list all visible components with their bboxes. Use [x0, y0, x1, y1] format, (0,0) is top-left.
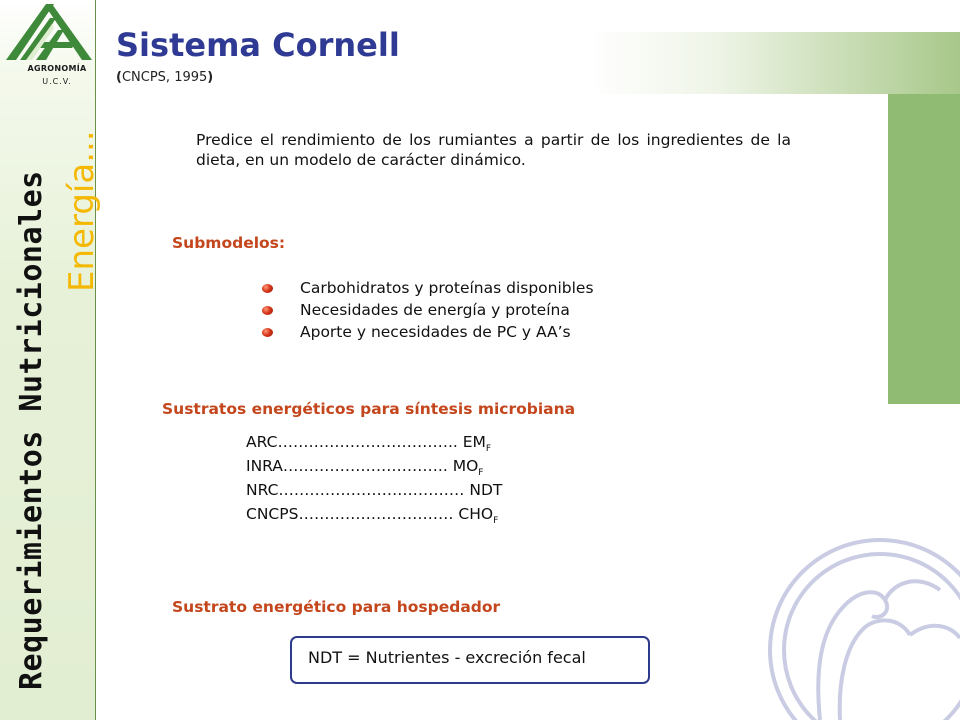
substrate-subscript: F: [493, 516, 499, 527]
substrate-value: MO: [452, 457, 479, 475]
host-heading: Sustrato energético para hospedador: [172, 598, 501, 616]
submodels-heading: Submodelos:: [172, 234, 286, 252]
decorative-green-bar: [888, 94, 960, 404]
subtitle-text: CNCPS, 1995: [121, 70, 208, 85]
substrates-list: [246, 430, 502, 526]
substrate-value: NDT: [469, 481, 503, 499]
system-name: CNCPS: [246, 505, 299, 523]
sidebar-subtitle: Energía...: [62, 130, 102, 292]
list-item: [262, 321, 594, 343]
header-gradient-band: [590, 32, 960, 94]
substrate-value: EM: [462, 433, 486, 451]
bull-watermark-icon: [760, 520, 960, 720]
page-title: Sistema Cornell: [116, 26, 400, 64]
list-item: [262, 299, 594, 321]
list-item: [262, 277, 594, 299]
substrate-row: [246, 502, 502, 526]
system-name: INRA: [246, 457, 283, 475]
leader-dots: ……………………………..: [277, 433, 463, 451]
substrate-subscript: F: [478, 468, 484, 479]
formula-box: [290, 636, 650, 684]
formula-text: NDT = Nutrientes - excreción fecal: [308, 648, 586, 667]
substrate-value: CHO: [458, 505, 494, 523]
substrates-heading: Sustratos energéticos para síntesis microbiana: [162, 400, 576, 418]
submodel-label: Carbohidratos y proteínas disponibles: [300, 279, 594, 297]
left-sidebar: [0, 0, 102, 720]
leader-dots: …………………………: [298, 505, 459, 523]
agronomia-logo: [2, 2, 94, 92]
leader-dots: ………………………………: [278, 481, 470, 499]
substrate-row: [246, 454, 502, 478]
submodel-label: Aporte y necesidades de PC y AA’s: [300, 323, 571, 341]
logo-line2: U.C.V.: [42, 77, 72, 86]
leader-dots: …………………………..: [282, 457, 453, 475]
agronomia-logo-icon: [6, 2, 92, 64]
page-subtitle: [116, 70, 213, 85]
submodel-label: Necesidades de energía y proteína: [300, 301, 570, 319]
logo-line1: AGRONOMÍA: [27, 64, 87, 73]
bullet-icon: [262, 306, 273, 315]
substrate-subscript: F: [485, 444, 492, 455]
sidebar-title: Requerimientos Nutricionales: [14, 170, 49, 690]
substrate-row: [246, 478, 502, 502]
subtitle-open-paren: (: [116, 70, 122, 85]
system-name: NRC: [246, 481, 279, 499]
bullet-icon: [262, 328, 273, 337]
substrate-row: [246, 430, 502, 454]
intro-paragraph: Predice el rendimiento de los rumiantes a partir de los ingredientes de la dieta, en un modelo de carácter dinámico.: [196, 131, 791, 169]
subtitle-close-paren: ): [207, 70, 214, 85]
bullet-icon: [262, 284, 273, 293]
system-name: ARC: [246, 433, 278, 451]
submodels-list: [262, 277, 594, 343]
